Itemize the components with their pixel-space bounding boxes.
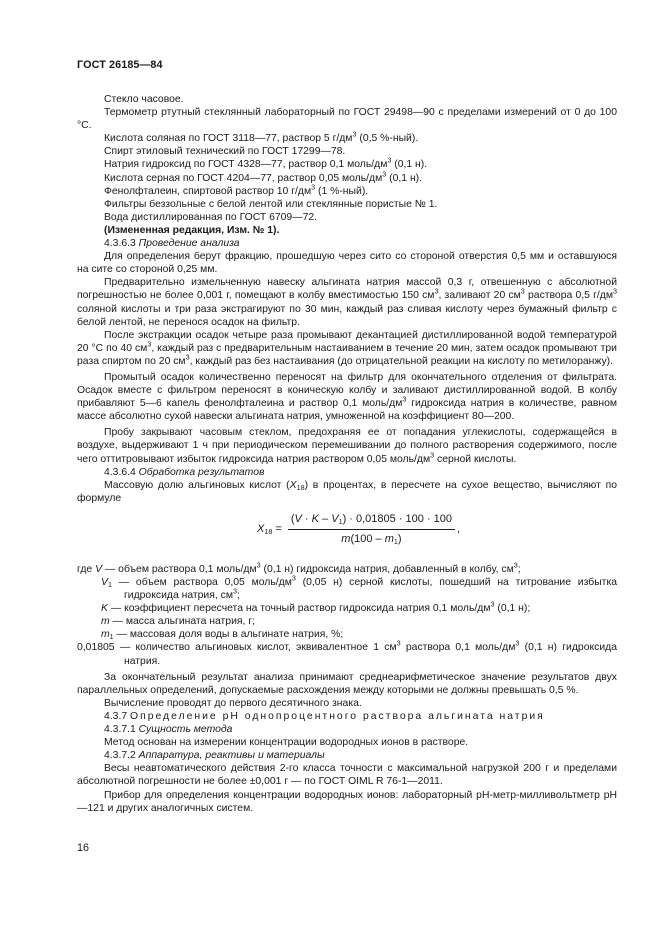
paragraph: Массовую долю альгиновых кислот $(X_{18})$ в процентах, в пересчете на сухое вещество, вычисляют по формуле — [77, 479, 618, 504]
list-item: Натрия гидроксид по ГОСТ 4328—77, раствор 0,1 моль/$дм^3$ (0,1 н). — [104, 156, 428, 171]
list-item: Кислота соляная по ГОСТ 3118—77, раствор 5 $г/дм^3$ (0,5 %-ный). — [104, 129, 419, 145]
formula-numerator: $(V \cdot K - V_1) \cdot 0,01805 \cdot 100 \cdot 100$ — [288, 513, 455, 530]
definition: m — масса альгината натрия, г; — [101, 616, 255, 628]
formula-denominator: $m(100 - m_1)$ — [341, 533, 402, 546]
list-item: Спирт этиловый технический по ГОСТ 17299—78. — [104, 146, 346, 158]
paragraph: Для определения берут фракцию, прошедшую через сито со стороной отверстия 0,5 мм и оставшуюся на сите со стороной 0,25 мм. — [77, 251, 617, 276]
list-item: Фенолфталеин, спиртовой раствор 10 $г/дм^3$ (1 %-ный). — [104, 182, 369, 197]
page-header: ГОСТ 26185—84 — [77, 59, 163, 71]
paragraph: После экстракции осадок четыре раза промывают декантацией дистиллированной водой температурой 20 °С по 40 $см^3$, каждый раз с предварительным настаиванием в течение 20 мин, затем осадок промывают три раза спиртом по 20 $см^3$, каждый раз без настаивания (до отрицательной реакции на кислоту по метилоранжу). — [77, 329, 617, 367]
definition: 0,01805 — количество альгиновых кислот, эквивалентное 1 $см^3$ раствора 0,1 моль/$дм^3$ (0,1 н) гидроксида натрия. — [77, 639, 617, 667]
list-item: Вода дистиллированная по ГОСТ 6709—72. — [104, 211, 318, 223]
paragraph: Пробу закрывают часовым стеклом, предохраняя ее от попадания углекислоты, содержащейся в воздухе, выдерживают 1 ч при периодическом перемешивании до полного растворения содержимого, после чего оттитровывают избыток гидроксида натрия раствором 0,05 моль/$дм^3$ серной кислоты. — [77, 427, 617, 465]
list-item: Кислота серная по ГОСТ 4204—77, раствор 0,05 моль/$дм^3$ (0,1 н). — [104, 169, 423, 184]
paragraph: Прибор для определения концентрации водородных ионов: лабораторный рН-метр-милливольтметр рН—121 и других аналогичных систем. — [77, 789, 617, 814]
amendment-note: (Измененная редакция, Изм. № 1). — [104, 224, 280, 236]
formula-fraction — [288, 513, 455, 546]
paragraph: Промытый осадок количественно переносят на фильтр для окончательного отделения от фильтрата. Осадок вместе с фильтром переносят в коническую колбу и заливают дистиллированной водой. В колбу прибавляют 5—6 капель фенолфталеина и раствор 0,1 моль/$дм^3$ гидроксида натрия в количестве, равном массе абсолютно сухой навески альгината натрия, умноженной на коэффициент 80—200. — [77, 371, 618, 423]
paragraph: Вычисление проводят до первого десятичного знака. — [104, 697, 362, 709]
section-heading-4363: 4.3.6.3 Проведение анализа — [104, 238, 240, 250]
section-heading-4371: 4.3.7.1 Сущность метода — [104, 724, 233, 736]
formula: $X_{18}$ = $\frac{(V \cdot K - V_1) \cdot 0,01805 \cdot 100 \cdot 100}{m(100 - m_1)}$ , — [257, 512, 461, 546]
section-heading-4364: 4.3.6.4 Обработка результатов — [104, 466, 265, 478]
paragraph: Метод основан на измерении концентрации водородных ионов в растворе. — [104, 737, 469, 749]
section-heading-4372: 4.3.7.2 Аппаратура, реактивы и материалы — [104, 750, 325, 762]
page-number: 16 — [77, 842, 90, 854]
definition: $V_1$ — объем раствора 0,05 моль/$дм^3$ (0,05 н) серной кислоты, пошедший на титрование избытка гидроксида натрия, $см^3$; — [101, 573, 617, 602]
paragraph: За окончательный результат анализа принимают среднеарифметическое значение результатов двух параллельных определений, допускаемые расхождения между которыми не должны превышать 0,5 %. — [77, 671, 617, 696]
paragraph: Предварительно измельченную навеску альгината натрия массой 0,3 г, отвешенную с абсолютной погрешностью не более 0,001 г, помещают в колбу вместимостью 150 $см^3$, заливают 20 $см^3$ раствора 0,5 $г/дм^3$ соляной кислоты и три раза экстрагируют по 30 мин, каждый раз сливая кислоту через бумажный фильтр с белой лентой, не перенося осадок на фильтр. — [77, 277, 618, 328]
definition: $m_1$ — массовая доля воды в альгинате натрия, %; — [101, 629, 344, 642]
paragraph: Весы неавтоматического действия 2-го класса точности с максимальной нагрузкой 200 г и пределами абсолютной погрешности не более ±0,001 г — по ГОСТ OIML R 76-1—2011. — [77, 763, 617, 788]
page-content — [77, 93, 617, 815]
list-item: Термометр ртутный стеклянный лабораторный по ГОСТ 29498—90 с пределами измерений от 0 до 100 °С. — [77, 107, 617, 132]
list-item: Фильтры беззольные с белой лентой или стеклянные пористые № 1. — [104, 198, 438, 210]
definition: где V — объем раствора 0,1 моль/$дм^3$ (0,1 н) гидроксида натрия, добавленный в колбу, $см^3$; — [77, 560, 521, 575]
list-item: Стекло часовое. — [104, 94, 184, 105]
section-heading-437: 4.3.7 Определение рН однопроцентного раствора альгината натрия — [104, 710, 545, 722]
definition: K — коэффициент пересчета на точный раствор гидроксида натрия 0,1 моль/$дм^3$ (0,1 н); — [101, 599, 531, 615]
